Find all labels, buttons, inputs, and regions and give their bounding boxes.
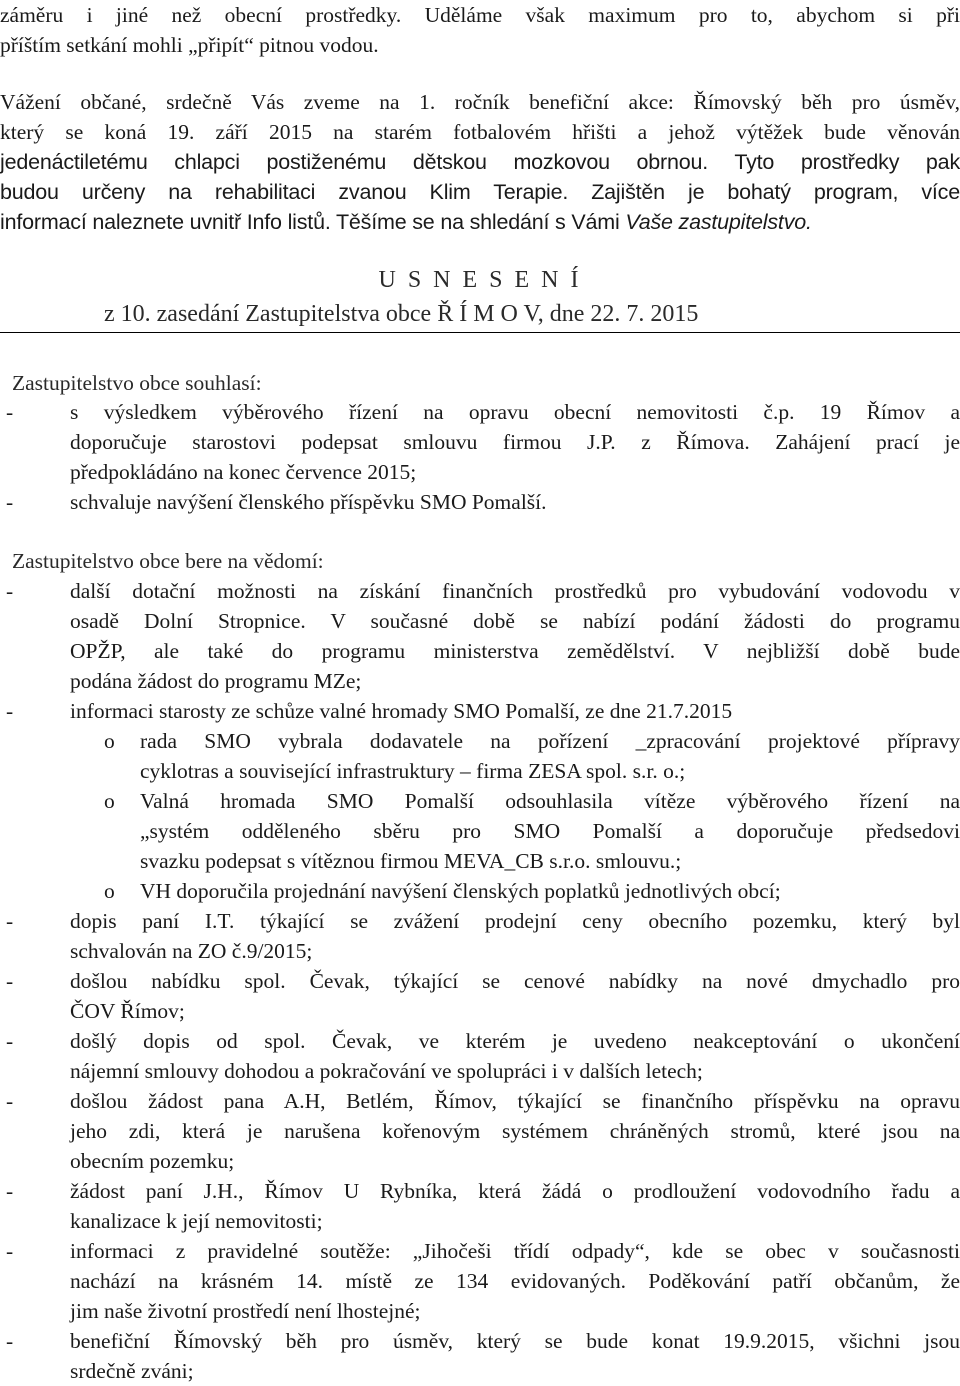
dash-bullet: - [6, 1329, 14, 1353]
dash-bullet: - [6, 969, 14, 993]
invitation-line: Vážení občané, srdečně Vás zveme na 1. ročník benefiční akce: Římovský běh pro úsměv, [0, 90, 960, 114]
circle-bullet: o [104, 789, 115, 813]
sub-list-item [0, 726, 960, 756]
list-item [0, 397, 960, 427]
section-heading-agrees: Zastupitelstvo obce souhlasí: [12, 371, 262, 395]
list-item-continuation: kanalizace k její nemovitosti; [70, 1209, 323, 1233]
list-item [0, 696, 960, 726]
list-item [0, 1086, 960, 1116]
invitation-line [0, 207, 960, 237]
list-item-text: informaci z pravidelné soutěže: „Jihočeši třídí odpady“, kde se obec v současnosti [70, 1239, 960, 1263]
sub-list-item-continuation: „systém odděleného sběru pro SMO Pomalší a doporučuje předsedovi [140, 819, 960, 843]
list-item-text: došlou žádost pana A.H, Betlém, Římov, týkající se finančního příspěvku na opravu [70, 1089, 960, 1113]
invitation-text: informací naleznete uvnitř Info listů. Těšíme se na shledání s Vámi [0, 210, 620, 234]
sub-list-item-text: Valná hromada SMO Pomalší odsouhlasila vítěze výběrového řízení na [140, 789, 960, 813]
sub-list-item-continuation: cyklotras a související infrastruktury – firma ZESA spol. s.r. o.; [140, 759, 686, 783]
list-item-text: informaci starosty ze schůze valné hromady SMO Pomalší, ze dne 21.7.2015 [70, 699, 733, 723]
invitation-line: budou určeny na rehabilitaci zvanou Klim Terapie. Zajištěn je bohatý program, více [0, 180, 960, 204]
list-item-continuation: osadě Dolní Stropnice. V současné době se nabízí podání žádosti do programu [70, 609, 960, 633]
list-item [0, 1026, 960, 1056]
dash-bullet: - [6, 490, 14, 514]
intro-line: příštím setkání mohli „připít“ pitnou vodou. [0, 33, 379, 57]
list-item [0, 966, 960, 996]
invitation-line: který se koná 19. září 2015 na starém fotbalovém hřišti a jehož výtěžek bude věnován [0, 120, 960, 144]
dash-bullet: - [6, 909, 14, 933]
list-item-text: došlou nabídku spol. Čevak, týkající se cenové nabídky na nové dmychadlo pro [70, 969, 960, 993]
signature-text: Vaše zastupitelstvo. [625, 210, 812, 234]
list-item-continuation: OPŽP, ale také do programu ministerstva zemědělství. V nejbližší době bude [70, 639, 960, 663]
list-item-continuation: ČOV Římov; [70, 999, 185, 1023]
section-heading-notes: Zastupitelstvo obce bere na vědomí: [12, 549, 324, 573]
sub-list-item [0, 876, 960, 906]
resolution-subtitle: z 10. zasedání Zastupitelstva obce Ř Í M O V, dne 22. 7. 2015 [104, 301, 699, 327]
list-item-continuation: srdečně zváni; [70, 1359, 194, 1383]
sub-list-item-text: rada SMO vybrala dodavatele na pořízení _zpracování projektové přípravy [140, 729, 960, 753]
list-item-continuation: nájemní smlouvy dohodou a pokračování ve spolupráci i v dalších letech; [70, 1059, 703, 1083]
list-item-text: dopis paní I.T. týkající se zvážení prodejní ceny obecního pozemku, který byl [70, 909, 960, 933]
list-item [0, 1176, 960, 1206]
title-underline [0, 332, 960, 333]
list-item-continuation: obecním pozemku; [70, 1149, 235, 1173]
list-item-continuation: předpokládáno na konec července 2015; [70, 460, 417, 484]
dash-bullet: - [6, 579, 14, 603]
dash-bullet: - [6, 699, 14, 723]
resolution-title: U S N E S E N Í [378, 267, 582, 293]
sub-list-item [0, 786, 960, 816]
list-item [0, 906, 960, 936]
list-item-continuation: schvalován na ZO č.9/2015; [70, 939, 313, 963]
sub-list-item-continuation: svazku podepsat s vítěznou firmou MEVA_CB s.r.o. smlouvu.; [140, 849, 682, 873]
list-item-text: benefiční Římovský běh pro úsměv, který se bude konat 19.9.2015, všichni jsou [70, 1329, 960, 1353]
circle-bullet: o [104, 879, 115, 903]
list-item-continuation: podána žádost do programu MZe; [70, 669, 362, 693]
dash-bullet: - [6, 400, 14, 424]
list-item-continuation: doporučuje starostovi podepsat smlouvu firmou J.P. z Římova. Zahájení prací je [70, 430, 960, 454]
circle-bullet: o [104, 729, 115, 753]
list-item-text: žádost paní J.H., Římov U Rybníka, která žádá o prodloužení vodovodního řadu a [70, 1179, 960, 1203]
list-item [0, 1326, 960, 1356]
list-item-text: schvaluje navýšení členského příspěvku SMO Pomalší. [70, 490, 547, 514]
list-item-continuation: jim naše životní prostředí není lhostejné; [70, 1299, 421, 1323]
dash-bullet: - [6, 1239, 14, 1263]
dash-bullet: - [6, 1089, 14, 1113]
list-item-continuation: nachází na krásném 14. místě ze 134 evidovaných. Poděkování patří občanům, že [70, 1269, 960, 1293]
list-item [0, 1236, 960, 1266]
list-item-text: s výsledkem výběrového řízení na opravu obecní nemovitosti č.p. 19 Římov a [70, 400, 960, 424]
list-item-text: další dotační možnosti na získání finančních prostředků pro vybudování vodovodu v [70, 579, 960, 603]
list-item-text: došlý dopis od spol. Čevak, ve kterém je uvedeno neakceptování o ukončení [70, 1029, 960, 1053]
dash-bullet: - [6, 1179, 14, 1203]
list-item [0, 576, 960, 606]
list-item [0, 487, 960, 517]
list-item-continuation: jeho zdi, která je narušena kořenovým systémem chráněných stromů, které jsou na [70, 1119, 960, 1143]
sub-list-item-text: VH doporučila projednání navýšení členských poplatků jednotlivých obcí; [140, 879, 781, 903]
intro-line: záměru i jiné než obecní prostředky. Uděláme však maximum pro to, abychom si při [0, 3, 960, 27]
invitation-line: jedenáctiletému chlapci postiženému dětskou mozkovou obrnou. Tyto prostředky pak [0, 150, 960, 174]
dash-bullet: - [6, 1029, 14, 1053]
